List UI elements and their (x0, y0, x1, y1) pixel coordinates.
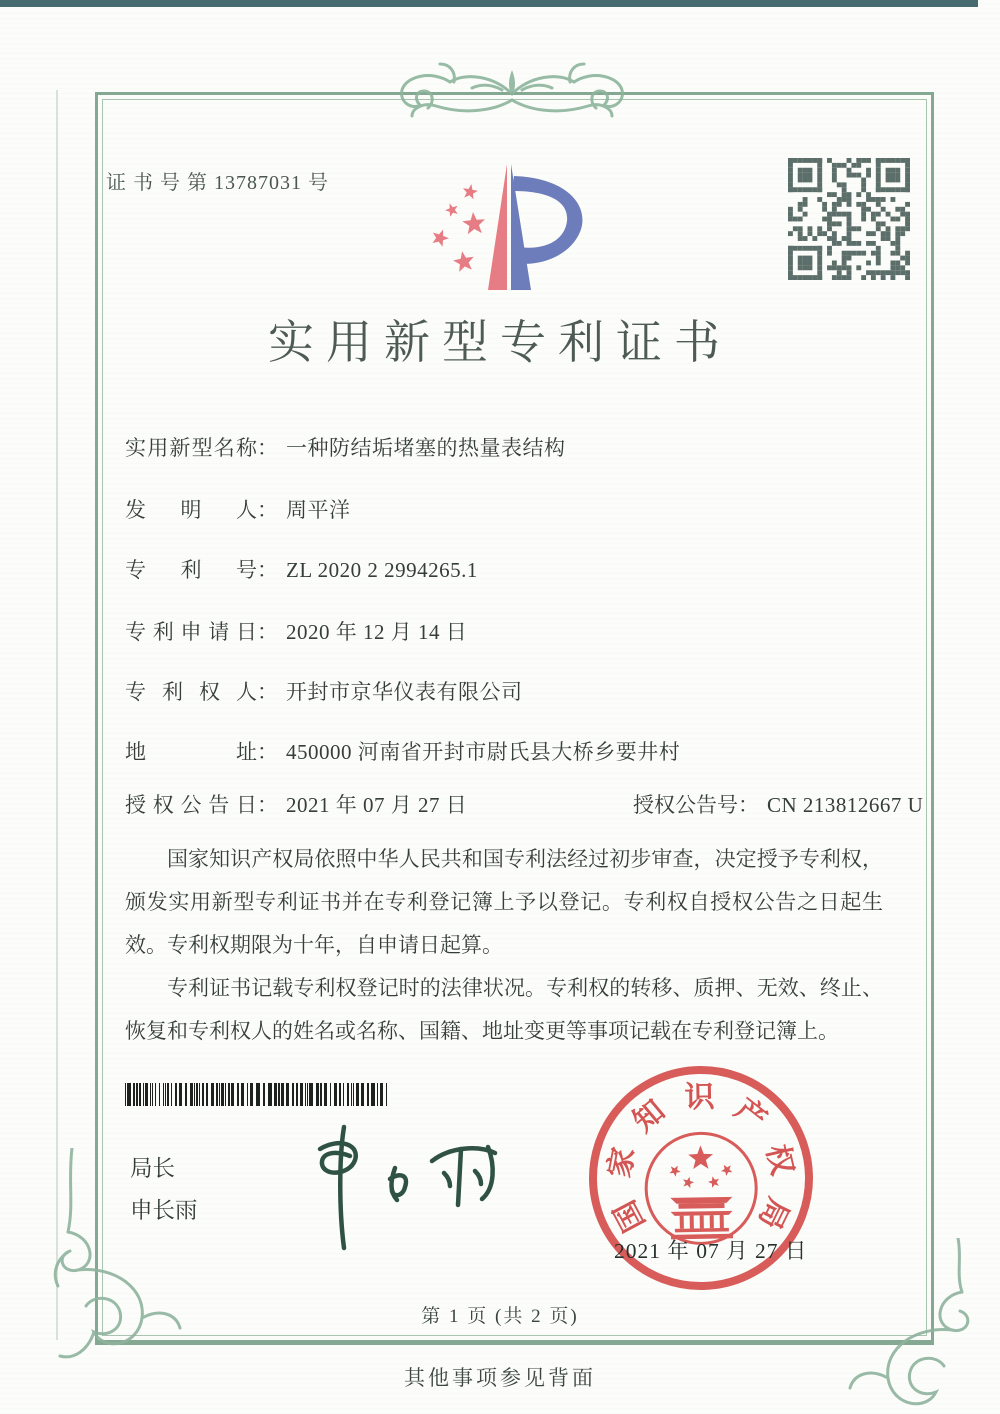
field-label: 专利权人 (125, 680, 257, 704)
scan-top-edge (0, 0, 978, 7)
field-colon: ： (257, 793, 278, 817)
page-number: 第 1 页 (共 2 页) (421, 1306, 579, 1327)
field-colon: ： (257, 620, 278, 644)
field-row-filing-date (125, 616, 895, 646)
field-value: CN 213812667 U (767, 793, 924, 817)
back-side-note: 其他事项参见背面 (404, 1366, 596, 1390)
field-row-grant (125, 789, 924, 819)
director-block (130, 1148, 198, 1232)
field-value: 周平洋 (286, 498, 351, 522)
director-title: 局长 (130, 1156, 176, 1181)
legal-text-block (125, 838, 883, 1053)
seal-date: 2021 年 07 月 27 日 (614, 1239, 808, 1263)
field-colon: ： (257, 680, 278, 704)
cnipa-logo-icon (408, 150, 613, 298)
seal-ring-char: 权 (759, 1141, 799, 1179)
field-label: 授权公告日 (125, 793, 257, 817)
director-name: 申长雨 (130, 1198, 198, 1223)
field-label: 专利申请日 (125, 620, 257, 644)
field-label: 发明人 (125, 498, 257, 522)
field-value: 一种防结垢堵塞的热量表结构 (286, 436, 566, 460)
seal-ring-char: 识 (684, 1080, 715, 1115)
field-label: 地址 (125, 740, 257, 764)
national-emblem-icon (638, 1115, 764, 1251)
field-row-address (125, 736, 895, 766)
field-value: 开封市京华仪表有限公司 (286, 680, 523, 704)
director-signature-icon (282, 1115, 527, 1260)
legal-paragraph-2: 专利证书记载专利权登记时的法律状况。专利权的转移、质押、无效、终止、恢复和专利权人的姓名或名称、国籍、地址变更等事项记载在专利登记簿上。 (125, 976, 883, 1043)
field-row-utility-model-name (125, 432, 895, 462)
field-colon: ： (257, 558, 278, 582)
field-label: 实用新型名称 (125, 436, 257, 460)
field-value: ZL 2020 2 2994265.1 (286, 558, 478, 582)
field-row-patentee (125, 676, 895, 706)
certificate-number: 证 书 号 第 13787031 号 (106, 172, 329, 194)
seal-ring-char: 家 (602, 1144, 642, 1181)
seal-ring-char: 局 (751, 1192, 795, 1235)
legal-paragraph-1: 国家知识产权局依照中华人民共和国专利法经过初步审查，决定授予专利权，颁发实用新型专利证书并在专利登记簿上予以登记。专利权自授权公告之日起生效。专利权期限为十年，自申请日起算。 (125, 847, 883, 957)
field-colon: ： (257, 498, 278, 522)
field-value: 2020 年 12 月 14 日 (286, 620, 468, 644)
field-row-patent-number (125, 554, 895, 584)
field-value: 450000 河南省开封市尉氏县大桥乡要井村 (286, 740, 681, 764)
page-fold-line (56, 90, 58, 1340)
certificate-title: 实用新型专利证书 (268, 317, 732, 368)
grant-number-group (633, 789, 923, 819)
field-label: 专利号 (125, 558, 257, 582)
seal-ring-char: 产 (728, 1092, 773, 1137)
barcode (125, 1083, 389, 1106)
seal-ring-char: 知 (627, 1094, 672, 1139)
field-row-inventor (125, 494, 895, 524)
field-label: 授权公告号 (633, 793, 738, 817)
field-colon: ： (257, 436, 278, 460)
qr-code (788, 158, 910, 280)
seal-ring-char: 国 (608, 1194, 652, 1237)
field-colon: ： (738, 793, 759, 817)
field-colon: ： (257, 740, 278, 764)
field-value: 2021 年 07 月 27 日 (286, 793, 468, 817)
